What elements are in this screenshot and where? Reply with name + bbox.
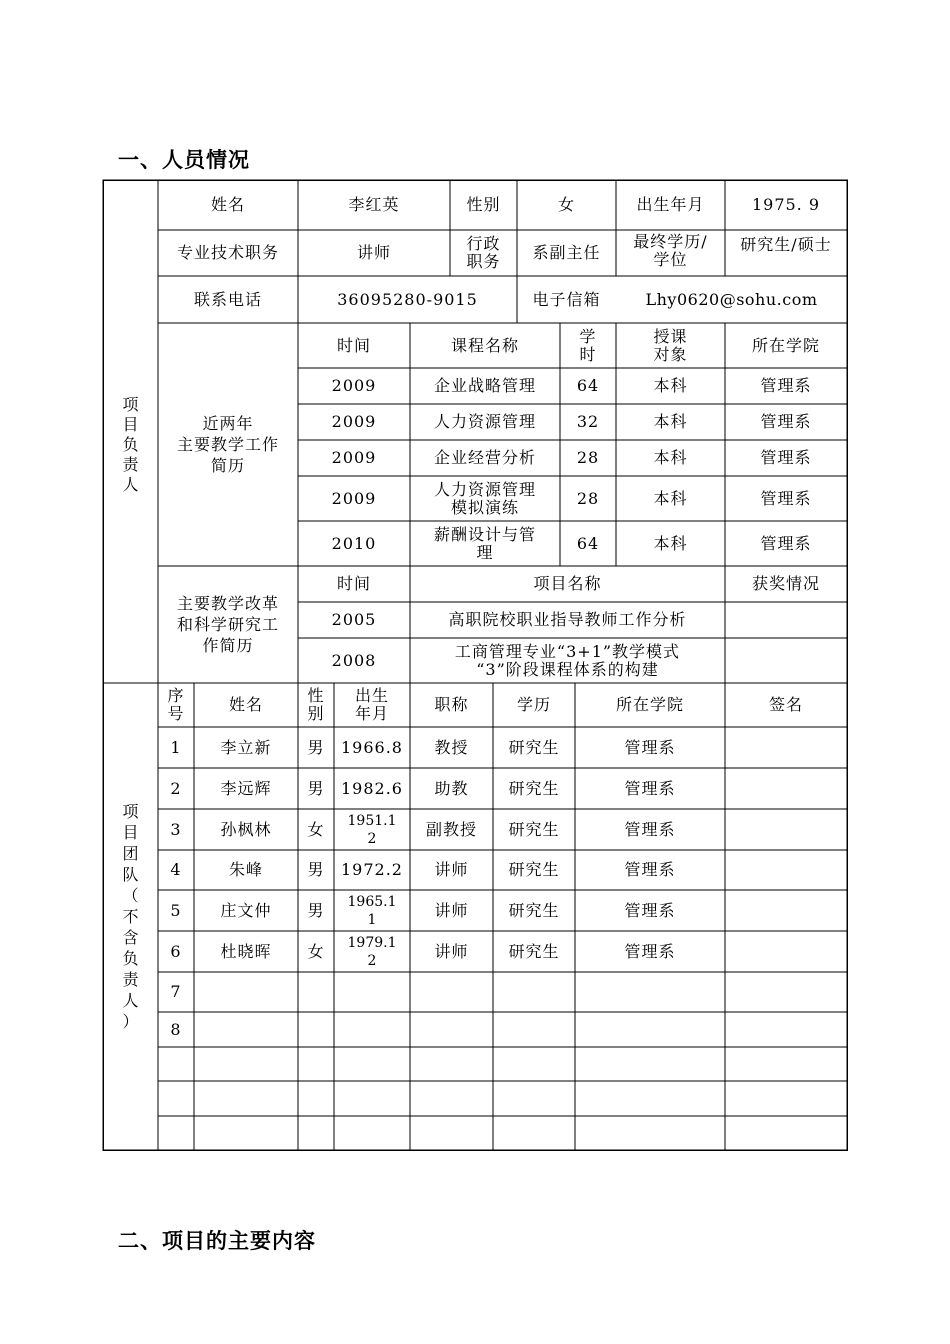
- teaching-cell-college: 管理系: [760, 376, 812, 395]
- team-header-name: 姓名: [228, 695, 263, 714]
- team-cell-college: 管理系: [624, 737, 676, 757]
- teaching-cell-audience: 本科: [653, 376, 688, 395]
- team-header-signature: 签名: [768, 695, 803, 714]
- team-cell-title: [410, 972, 493, 1012]
- team-cell-gender: [298, 1047, 334, 1081]
- team-cell-college: [575, 1116, 725, 1150]
- team-cell-signature: [725, 1012, 847, 1047]
- teaching-cell-audience: 本科: [653, 412, 688, 431]
- team-cell-education: [493, 1081, 575, 1116]
- teaching-header-course: 课程名称: [450, 335, 519, 355]
- team-cell-gender: 男: [307, 900, 325, 920]
- teaching-cell-college: 管理系: [760, 412, 812, 431]
- teaching-cell-hours: 64: [576, 533, 600, 553]
- research-cell-project: 高职院校职业指导教师工作分析: [448, 610, 687, 629]
- team-cell-index: 8: [170, 1019, 182, 1039]
- section-heading-main-content: 二、项目的主要内容: [118, 1229, 316, 1253]
- name-label: 姓名: [210, 195, 245, 214]
- team-cell-title: 讲师: [434, 860, 469, 879]
- teaching-cell-time: 2009: [331, 448, 377, 467]
- leader-degree: 研究生/硕士: [740, 235, 832, 254]
- teaching-cell-college: 管理系: [760, 488, 812, 508]
- team-cell-gender: [298, 972, 334, 1012]
- research-cell-time: 2005: [331, 610, 377, 629]
- team-cell-title: [410, 1047, 493, 1081]
- team-cell-education: [493, 972, 575, 1012]
- team-cell-education: [493, 1012, 575, 1047]
- teaching-cell-audience: 本科: [653, 488, 688, 508]
- teaching-cell-course: 企业经营分析: [433, 448, 536, 467]
- team-cell-signature: [725, 768, 847, 809]
- team-cell-gender: [298, 1012, 334, 1047]
- team-cell-name: [194, 1081, 298, 1116]
- teaching-cell-course: 人力资源管理: [433, 412, 536, 431]
- teaching-header-hours: 学 时: [579, 326, 597, 364]
- leader-side-label: 项 目 负 责 人: [122, 394, 139, 494]
- degree-label: 最终学历/ 学位: [633, 232, 708, 269]
- team-cell-education: 研究生: [508, 860, 560, 879]
- team-cell-name: 庄文仲: [220, 900, 272, 920]
- admin-label: 行政 职务: [466, 234, 501, 271]
- team-cell-title: 讲师: [434, 900, 469, 920]
- team-cell-education: 研究生: [508, 900, 560, 920]
- leader-name: 李红英: [348, 195, 400, 214]
- team-cell-birth: [334, 972, 410, 1012]
- team-cell-gender: 男: [307, 860, 325, 879]
- research-label: 主要教学改革 和科学研究工 作简历: [176, 594, 279, 655]
- team-cell-index: 6: [170, 941, 182, 961]
- team-cell-birth: [334, 1081, 410, 1116]
- research-cell-award: [725, 638, 847, 683]
- teaching-cell-time: 2009: [331, 376, 377, 395]
- team-cell-college: 管理系: [624, 941, 676, 961]
- team-header-title: 职称: [434, 695, 469, 714]
- team-cell-education: 研究生: [508, 737, 560, 757]
- team-cell-gender: 男: [307, 737, 325, 757]
- teaching-cell-hours: 28: [576, 448, 600, 467]
- team-cell-index: 2: [170, 778, 182, 798]
- teaching-cell-time: 2010: [331, 533, 377, 553]
- team-cell-name: 李远辉: [220, 778, 272, 798]
- team-cell-birth: 1951.1 2: [347, 812, 397, 847]
- teaching-cell-hours: 32: [576, 412, 600, 431]
- team-cell-birth: 1982.6: [341, 778, 403, 798]
- team-cell-college: 管理系: [624, 778, 676, 798]
- leader-admin: 系副主任: [532, 243, 601, 262]
- team-header-college: 所在学院: [615, 695, 684, 714]
- team-cell-name: [194, 1116, 298, 1150]
- teaching-cell-course: 企业战略管理: [433, 376, 536, 395]
- teaching-cell-college: 管理系: [760, 533, 812, 553]
- team-cell-name: 朱峰: [228, 860, 263, 879]
- team-cell-birth: 1972.2: [341, 860, 403, 879]
- team-cell-signature: [725, 972, 847, 1012]
- team-cell-birth: 1965.1 1: [347, 893, 397, 928]
- team-cell-title: 教授: [434, 737, 469, 757]
- team-cell-college: [575, 972, 725, 1012]
- teaching-label: 近两年 主要教学工作 简历: [176, 414, 279, 475]
- team-cell-title: [410, 1081, 493, 1116]
- team-cell-index: [158, 1047, 194, 1081]
- team-cell-name: [194, 1047, 298, 1081]
- team-cell-index: [158, 1081, 194, 1116]
- team-cell-gender: 女: [307, 941, 325, 961]
- team-cell-education: [493, 1116, 575, 1150]
- team-cell-birth: [334, 1047, 410, 1081]
- leader-email: Lhy0620@sohu.com: [645, 289, 818, 309]
- team-cell-education: 研究生: [508, 819, 560, 839]
- team-cell-signature: [725, 809, 847, 850]
- teaching-cell-audience: 本科: [653, 533, 688, 553]
- team-cell-education: 研究生: [508, 941, 560, 961]
- research-cell-time: 2008: [331, 650, 377, 670]
- team-cell-signature: [725, 1081, 847, 1116]
- team-cell-title: [410, 1012, 493, 1047]
- team-header-gender: 性 别: [307, 686, 325, 723]
- teaching-cell-audience: 本科: [653, 448, 688, 467]
- team-cell-name: [194, 972, 298, 1012]
- teaching-cell-college: 管理系: [760, 448, 812, 467]
- teaching-cell-hours: 28: [576, 488, 600, 508]
- team-cell-signature: [725, 727, 847, 768]
- section-heading-personnel: 一、人员情况: [118, 148, 250, 172]
- team-cell-gender: [298, 1116, 334, 1150]
- team-cell-birth: [334, 1116, 410, 1150]
- team-cell-signature: [725, 850, 847, 890]
- team-cell-college: [575, 1012, 725, 1047]
- team-cell-index: 3: [170, 819, 182, 839]
- team-cell-name: 孙枫林: [220, 819, 272, 839]
- teaching-header-time: 时间: [336, 335, 371, 355]
- leader-birth: 1975. 9: [751, 195, 821, 214]
- team-cell-name: 李立新: [220, 737, 272, 757]
- team-cell-birth: 1979.1 2: [347, 934, 397, 969]
- team-header-birth: 出生 年月: [354, 686, 389, 723]
- teaching-cell-course: 薪酬设计与管 理: [433, 524, 536, 562]
- team-cell-college: 管理系: [624, 860, 676, 879]
- team-cell-index: 5: [170, 900, 182, 920]
- teaching-header-college: 所在学院: [751, 335, 820, 355]
- team-cell-index: 7: [170, 982, 182, 1001]
- team-cell-gender: [298, 1081, 334, 1116]
- research-header-project: 项目名称: [533, 574, 602, 593]
- team-cell-education: [493, 1047, 575, 1081]
- leader-gender: 女: [557, 195, 575, 214]
- teaching-cell-time: 2009: [331, 488, 377, 508]
- leader-phone: 36095280-9015: [337, 289, 478, 309]
- team-cell-title: 讲师: [434, 941, 469, 961]
- gender-label: 性别: [466, 195, 501, 214]
- research-cell-award: [725, 602, 847, 638]
- team-cell-signature: [725, 1047, 847, 1081]
- team-cell-college: 管理系: [624, 900, 676, 920]
- teaching-cell-time: 2009: [331, 412, 377, 431]
- team-header-index: 序 号: [167, 686, 185, 723]
- research-header-award: 获奖情况: [751, 574, 820, 593]
- team-cell-name: 杜晓晖: [220, 941, 272, 961]
- teaching-cell-hours: 64: [576, 376, 600, 395]
- team-cell-college: [575, 1081, 725, 1116]
- team-cell-title: 助教: [434, 778, 469, 798]
- teaching-header-audience: 授课 对象: [653, 326, 688, 364]
- team-cell-title: [410, 1116, 493, 1150]
- team-cell-name: [194, 1012, 298, 1047]
- team-cell-gender: 女: [307, 819, 325, 839]
- team-cell-birth: 1966.8: [341, 737, 403, 757]
- leader-title: 讲师: [356, 243, 391, 262]
- team-cell-gender: 男: [307, 778, 325, 798]
- team-cell-index: [158, 1116, 194, 1150]
- team-cell-education: 研究生: [508, 778, 560, 798]
- team-cell-index: 1: [170, 737, 182, 757]
- team-cell-college: 管理系: [624, 819, 676, 839]
- title-label: 专业技术职务: [176, 243, 279, 262]
- team-cell-signature: [725, 1116, 847, 1150]
- team-cell-title: 副教授: [425, 819, 477, 839]
- team-cell-college: [575, 1047, 725, 1081]
- phone-label: 联系电话: [193, 289, 262, 309]
- teaching-cell-course: 人力资源管理 模拟演练: [433, 479, 536, 517]
- team-side-label: 项 目 团 队 （ 不 含 负 责 人 ）: [122, 802, 139, 1031]
- email-label: 电子信箱: [532, 289, 601, 309]
- team-cell-signature: [725, 890, 847, 931]
- team-cell-index: 4: [170, 860, 182, 879]
- birth-label: 出生年月: [636, 195, 705, 214]
- team-cell-signature: [725, 931, 847, 972]
- research-cell-project: 工商管理专业“3+1”教学模式 “3”阶段课程体系的构建: [454, 641, 681, 679]
- team-cell-birth: [334, 1012, 410, 1047]
- research-header-time: 时间: [336, 574, 371, 593]
- team-header-education: 学历: [516, 695, 551, 714]
